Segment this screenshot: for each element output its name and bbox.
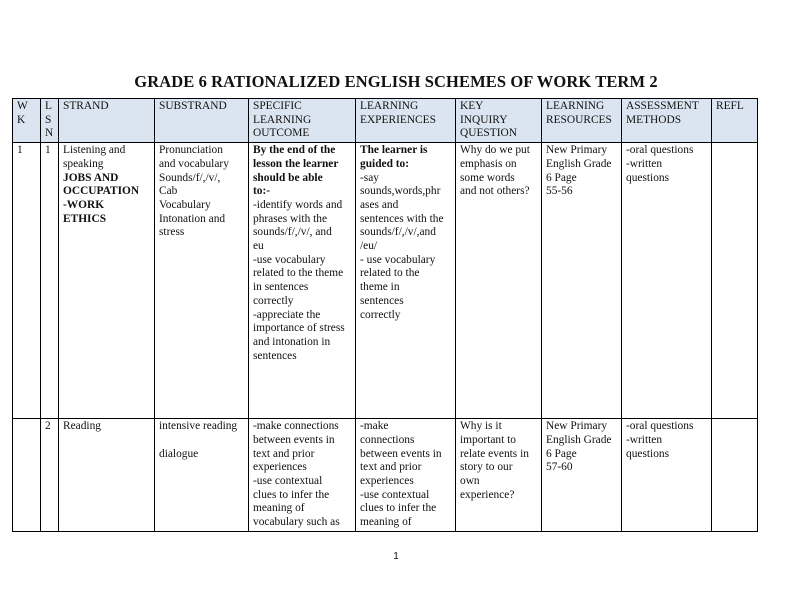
cell-substrand: intensive reading dialogue xyxy=(155,419,249,532)
cell-wk: 1 xyxy=(13,143,41,419)
header-outcome: SPECIFIC LEARNING OUTCOME xyxy=(249,99,356,143)
cell-outcome: -make connections between events in text and prior experiences -use contextual clues to infer the meaning of vocabulary such as xyxy=(249,419,356,532)
cell-substrand: Pronunciation and vocabulary Sounds/f/,/v/, Cab Vocabulary Intonation and stress xyxy=(155,143,249,419)
cell-lsn: 1 xyxy=(41,143,59,419)
cell-wk xyxy=(13,419,41,532)
header-wk: W K xyxy=(13,99,41,143)
cell-experiences xyxy=(356,143,456,419)
page-number: 1 xyxy=(393,551,399,562)
header-refl: REFL xyxy=(712,99,758,143)
header-assessment: ASSESSMENT METHODS xyxy=(622,99,712,143)
cell-strand: Reading xyxy=(59,419,155,532)
cell-lsn: 2 xyxy=(41,419,59,532)
cell-refl xyxy=(712,419,758,532)
cell-assessment: -oral questions -written questions xyxy=(622,419,712,532)
schemes-of-work-table xyxy=(12,98,758,532)
header-resources: LEARNING RESOURCES xyxy=(542,99,622,143)
cell-resources: New Primary English Grade 6 Page 57-60 xyxy=(542,419,622,532)
cell-question: Why do we put emphasis on some words and not others? xyxy=(456,143,542,419)
header-experiences: LEARNING EXPERIENCES xyxy=(356,99,456,143)
cell-outcome xyxy=(249,143,356,419)
experiences-intro: The learner is guided to: xyxy=(360,144,428,170)
header-strand: STRAND xyxy=(59,99,155,143)
header-question: KEY INQUIRY QUESTION xyxy=(456,99,542,143)
outcome-text: -identify words and phrases with the sounds/f/,/v/, and eu -use vocabulary related to the theme in sentences correctly -appreciate the importance of stress and intonation in sentences xyxy=(253,198,345,362)
cell-strand xyxy=(59,143,155,419)
table-row xyxy=(13,143,758,419)
header-substrand: SUBSTRAND xyxy=(155,99,249,143)
header-row xyxy=(13,99,758,143)
strand-text: Listening and speaking xyxy=(63,144,126,170)
cell-question: Why is it important to relate events in story to our own experience? xyxy=(456,419,542,532)
table-row xyxy=(13,419,758,532)
header-lsn: L S N xyxy=(41,99,59,143)
cell-refl xyxy=(712,143,758,419)
cell-assessment: -oral questions -written questions xyxy=(622,143,712,419)
cell-experiences: -make connections between events in text and prior experiences -use contextual clues to infer the meaning of xyxy=(356,419,456,532)
strand-theme: JOBS AND OCCUPATION -WORK ETHICS xyxy=(63,171,140,225)
cell-resources: New Primary English Grade 6 Page 55-56 xyxy=(542,143,622,419)
outcome-intro: By the end of the lesson the learner should be able to:- xyxy=(253,144,339,198)
experiences-text: -say sounds,words,phr ases and sentences with the sounds/f/,/v/,and /eu/ - use vocabulary related to the theme in sentences correctly xyxy=(360,171,444,321)
document-title: GRADE 6 RATIONALIZED ENGLISH SCHEMES OF WORK TERM 2 xyxy=(134,72,658,91)
